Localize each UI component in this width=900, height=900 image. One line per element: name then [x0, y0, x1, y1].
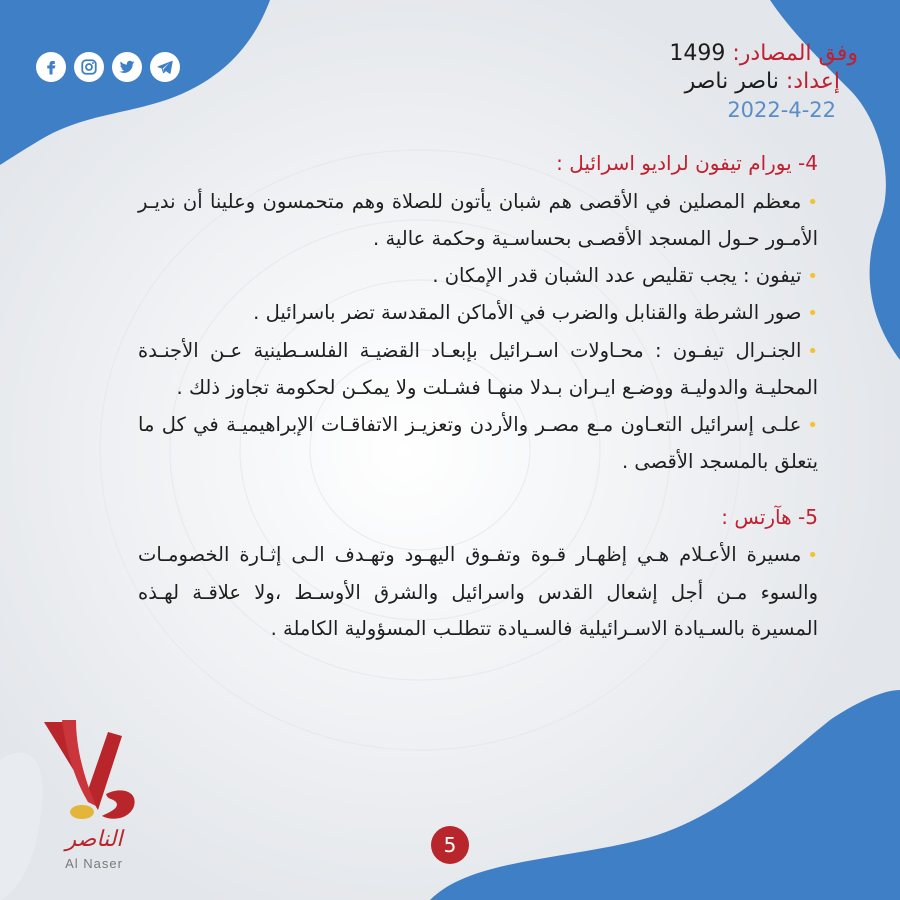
bullet-text: تيفون : يجب تقليص عدد الشبان قدر الإمكان .	[432, 263, 802, 287]
bullet-dot-icon: •	[807, 545, 818, 566]
bullet-text: معظم المصلين في الأقصى هم شبان يأتون للصلاة وهم متحمسون وعلينا أن نديـر الأمـور حـول المسجد الأقصـى بحساسـية وحكمة عالية .	[138, 189, 818, 250]
article-body	[138, 145, 818, 648]
bullet-text: مسيرة الأعـلام هـي إظهـار قـوة وتفـوق اليهـود وتهـدف الـى إثـارة الخصومـات والسوء مـن أجل إشعال القدس واسرائيل والشرق الأوسـط ،ولا علاقـة لهـذه المسيرة بالسـيادة الاسـرائيلية فالسـيادة تتطلـب المسؤولية الكاملة .	[138, 543, 818, 640]
author-name: ناصر ناصر	[684, 69, 779, 94]
bullet-item	[138, 333, 818, 407]
al-naser-logo	[36, 712, 146, 872]
bullet-item	[138, 295, 818, 333]
bullet-dot-icon: •	[807, 414, 818, 436]
prepared-label: إعداد:	[785, 69, 840, 94]
bullet-dot-icon: •	[807, 191, 818, 213]
social-icons	[36, 52, 180, 82]
bullet-item	[138, 258, 818, 296]
sources-count: 1499	[669, 41, 726, 66]
bullet-item	[138, 407, 818, 481]
sources-label: وفق المصادر:	[732, 41, 858, 66]
twitter-icon[interactable]	[112, 52, 142, 82]
bullet-item	[138, 184, 818, 258]
sources-line	[669, 40, 858, 68]
bullet-dot-icon: •	[807, 340, 818, 362]
bullet-dot-icon: •	[807, 265, 818, 287]
section-5-heading: 5- هآرتس :	[721, 504, 818, 529]
bullet-item	[138, 537, 818, 648]
logo-arabic-text: الناصر	[65, 827, 123, 852]
bullet-text: علـى إسرائيل التعـاون مـع مصـر والأردن وتعزيـز الاتفاقـات الإبراهيميـة في كل ما يتعلق بالمسجد الأقصى .	[138, 412, 818, 473]
bullet-dot-icon: •	[807, 303, 818, 324]
bullet-text: الجنـرال تيفـون : محـاولات اسـرائيل بإبعـاد القضيـة الفلسـطينية عـن الأجنـدة المحليـة والدوليـة ووضـع ايـران بـدلا منهـا فشـلت ولا يمكـن لحكومة تجاوز ذلك .	[138, 338, 818, 399]
page-number: 5	[431, 826, 469, 864]
header	[669, 40, 858, 124]
telegram-icon[interactable]	[150, 52, 180, 82]
date: 2022-4-22	[727, 98, 836, 122]
bullet-text: صور الشرطة والقنابل والضرب في الأماكن المقدسة تضر باسرائيل .	[253, 301, 802, 324]
instagram-icon[interactable]	[74, 52, 104, 82]
logo-latin-text: Al Naser	[65, 856, 123, 871]
section-4-heading: 4- يورام تيفون لراديو اسرائيل :	[556, 151, 818, 175]
author-line	[669, 68, 858, 96]
facebook-icon[interactable]	[36, 52, 66, 82]
